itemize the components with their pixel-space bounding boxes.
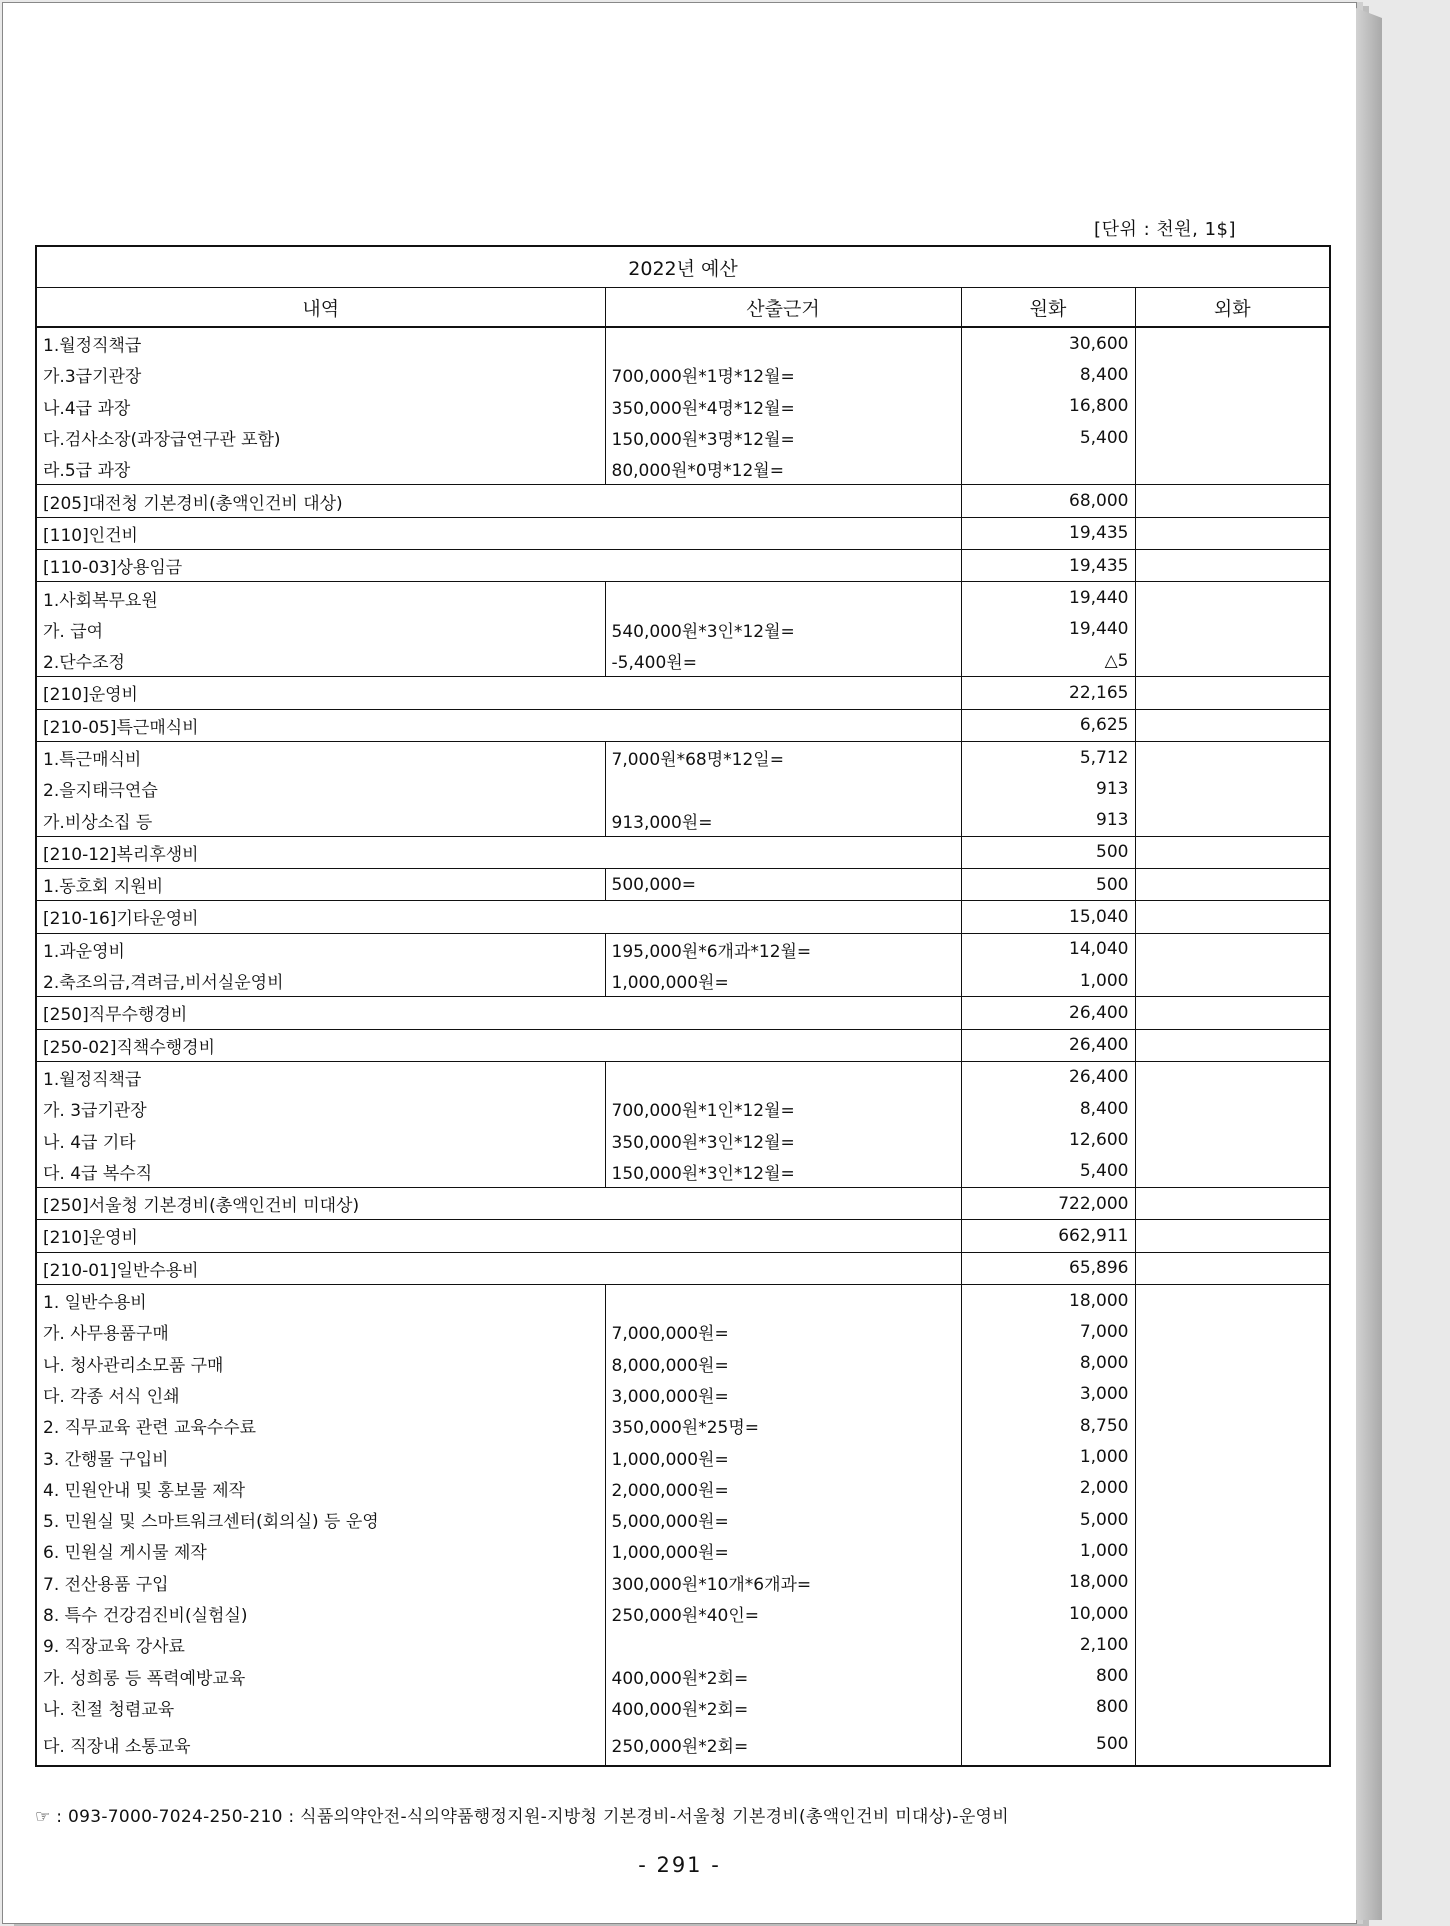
table-row [36, 1410, 1330, 1441]
basis-cell: 7,000,000원= [605, 1316, 961, 1347]
table-row [36, 836, 1330, 868]
basis-cell: 250,000원*40인= [605, 1598, 961, 1629]
foreign-cell [1135, 1188, 1330, 1220]
item-cell: 나.4급 과장 [36, 391, 605, 422]
item-cell: 가. 사무용품구매 [36, 1316, 605, 1347]
table-row [36, 804, 1330, 836]
foreign-cell [1135, 1567, 1330, 1598]
item-cell: 다. 4급 복수직 [36, 1156, 605, 1188]
krw-cell: 5,000 [961, 1504, 1135, 1535]
krw-cell: 14,040 [961, 933, 1135, 965]
krw-cell [961, 453, 1135, 485]
item-cell: 가. 3급기관장 [36, 1093, 605, 1124]
budget-table [35, 245, 1331, 1767]
foreign-cell [1135, 1124, 1330, 1155]
krw-cell: 26,400 [961, 1029, 1135, 1061]
krw-cell: △5 [961, 645, 1135, 677]
krw-cell: 15,040 [961, 901, 1135, 933]
item-cell: 다. 각종 서식 인쇄 [36, 1379, 605, 1410]
krw-cell: 8,400 [961, 1093, 1135, 1124]
basis-cell [605, 1284, 961, 1316]
page-stack-edge [1356, 8, 1382, 1920]
basis-cell: 5,000,000원= [605, 1504, 961, 1535]
table-row [36, 1093, 1330, 1124]
krw-cell: 1,000 [961, 965, 1135, 997]
foreign-cell [1135, 614, 1330, 645]
foreign-cell [1135, 1629, 1330, 1660]
basis-cell: 700,000원*1인*12월= [605, 1093, 961, 1124]
basis-cell: 150,000원*3인*12월= [605, 1156, 961, 1188]
item-cell: 가. 성희롱 등 폭력예방교육 [36, 1660, 605, 1691]
foreign-cell [1135, 485, 1330, 517]
foreign-cell [1135, 1598, 1330, 1629]
foreign-cell [1135, 804, 1330, 836]
table-row [36, 1156, 1330, 1188]
foreign-cell [1135, 709, 1330, 741]
basis-cell: -5,400원= [605, 645, 961, 677]
basis-cell: 3,000,000원= [605, 1379, 961, 1410]
item-cell: 가.3급기관장 [36, 359, 605, 390]
table-row [36, 359, 1330, 390]
basis-cell: 1,000,000원= [605, 1535, 961, 1566]
foreign-cell [1135, 1316, 1330, 1347]
table-row [36, 1220, 1330, 1252]
item-cell: [250]서울청 기본경비(총액인건비 미대상) [36, 1188, 961, 1220]
basis-cell: 8,000,000원= [605, 1348, 961, 1379]
table-row [36, 327, 1330, 359]
foreign-cell [1135, 773, 1330, 804]
table-row [36, 1379, 1330, 1410]
krw-cell: 19,440 [961, 614, 1135, 645]
item-cell: 다. 직장내 소통교육 [36, 1723, 605, 1766]
foreign-cell [1135, 1473, 1330, 1504]
foreign-cell [1135, 677, 1330, 709]
page-number: - 291 - [638, 1853, 721, 1877]
table-row [36, 453, 1330, 485]
foreign-cell [1135, 1252, 1330, 1284]
basis-cell: 300,000원*10개*6개과= [605, 1567, 961, 1598]
foreign-cell [1135, 741, 1330, 773]
table-row [36, 1598, 1330, 1629]
item-cell: [110-03]상용임금 [36, 550, 961, 582]
item-cell: 1.과운영비 [36, 933, 605, 965]
item-cell: 2.단수조정 [36, 645, 605, 677]
krw-cell: 5,400 [961, 1156, 1135, 1188]
foreign-cell [1135, 1093, 1330, 1124]
foreign-cell [1135, 1441, 1330, 1472]
item-cell: 3. 간행물 구입비 [36, 1441, 605, 1472]
krw-cell: 16,800 [961, 391, 1135, 422]
krw-cell: 8,000 [961, 1348, 1135, 1379]
krw-cell: 19,435 [961, 517, 1135, 549]
item-cell: 1.월정직책급 [36, 327, 605, 359]
foreign-cell [1135, 869, 1330, 901]
krw-cell: 30,600 [961, 327, 1135, 359]
foreign-cell [1135, 1723, 1330, 1766]
basis-cell [605, 327, 961, 359]
item-cell: 나. 청사관리소모품 구매 [36, 1348, 605, 1379]
basis-cell: 350,000원*25명= [605, 1410, 961, 1441]
krw-cell: 2,100 [961, 1629, 1135, 1660]
krw-cell: 500 [961, 836, 1135, 868]
foreign-cell [1135, 1284, 1330, 1316]
table-row [36, 1124, 1330, 1155]
budget-table-body [36, 327, 1330, 1766]
krw-cell: 26,400 [961, 1061, 1135, 1093]
krw-cell: 8,750 [961, 1410, 1135, 1441]
table-row [36, 1029, 1330, 1061]
table-row [36, 614, 1330, 645]
krw-cell: 68,000 [961, 485, 1135, 517]
item-cell: 1.사회복무요원 [36, 582, 605, 614]
table-row [36, 1188, 1330, 1220]
table-row [36, 391, 1330, 422]
column-header-basis: 산출근거 [605, 288, 961, 328]
item-cell: 2. 직무교육 관련 교육수수료 [36, 1410, 605, 1441]
item-cell: 6. 민원실 게시물 제작 [36, 1535, 605, 1566]
krw-cell: 800 [961, 1660, 1135, 1691]
krw-cell: 500 [961, 869, 1135, 901]
item-cell: 1.월정직책급 [36, 1061, 605, 1093]
krw-cell: 722,000 [961, 1188, 1135, 1220]
basis-cell: 540,000원*3인*12월= [605, 614, 961, 645]
foreign-cell [1135, 933, 1330, 965]
basis-cell: 700,000원*1명*12월= [605, 359, 961, 390]
foreign-cell [1135, 997, 1330, 1029]
krw-cell: 500 [961, 1723, 1135, 1766]
item-cell: [210-12]복리후생비 [36, 836, 961, 868]
krw-cell: 6,625 [961, 709, 1135, 741]
foreign-cell [1135, 836, 1330, 868]
item-cell: 7. 전산용품 구입 [36, 1567, 605, 1598]
item-cell: [210-01]일반수용비 [36, 1252, 961, 1284]
krw-cell: 5,712 [961, 741, 1135, 773]
table-row [36, 1629, 1330, 1660]
table-row [36, 869, 1330, 901]
foreign-cell [1135, 1410, 1330, 1441]
foreign-cell [1135, 1504, 1330, 1535]
table-row [36, 933, 1330, 965]
basis-cell [605, 1061, 961, 1093]
item-cell: [250]직무수행경비 [36, 997, 961, 1029]
krw-cell: 3,000 [961, 1379, 1135, 1410]
foreign-cell [1135, 901, 1330, 933]
foreign-cell [1135, 1061, 1330, 1093]
krw-cell: 18,000 [961, 1567, 1135, 1598]
footnote: ☞ : 093-7000-7024-250-210 : 식품의약안전-식의약품행정지원-지방청 기본경비-서울청 기본경비(총액인건비 미대상)-운영비 [35, 1807, 1009, 1827]
basis-cell: 350,000원*3인*12월= [605, 1124, 961, 1155]
basis-cell: 2,000,000원= [605, 1473, 961, 1504]
table-row [36, 1284, 1330, 1316]
item-cell: [210]운영비 [36, 677, 961, 709]
item-cell: 나. 친절 청렴교육 [36, 1692, 605, 1723]
basis-cell [605, 773, 961, 804]
table-row [36, 965, 1330, 997]
krw-cell: 26,400 [961, 997, 1135, 1029]
foreign-cell [1135, 645, 1330, 677]
document-page [2, 2, 1357, 1924]
table-row [36, 645, 1330, 677]
krw-cell: 7,000 [961, 1316, 1135, 1347]
item-cell: 2.축조의금,격려금,비서실운영비 [36, 965, 605, 997]
basis-cell: 150,000원*3명*12월= [605, 422, 961, 453]
foreign-cell [1135, 1660, 1330, 1691]
basis-cell: 400,000원*2회= [605, 1660, 961, 1691]
krw-cell: 19,440 [961, 582, 1135, 614]
basis-cell [605, 1629, 961, 1660]
table-row [36, 1660, 1330, 1691]
foreign-cell [1135, 965, 1330, 997]
foreign-cell [1135, 327, 1330, 359]
krw-cell: 800 [961, 1692, 1135, 1723]
krw-cell: 2,000 [961, 1473, 1135, 1504]
basis-cell: 350,000원*4명*12월= [605, 391, 961, 422]
item-cell: 1. 일반수용비 [36, 1284, 605, 1316]
item-cell: [210-16]기타운영비 [36, 901, 961, 933]
table-row [36, 1441, 1330, 1472]
unit-note: [단위 : 천원, 1$] [1094, 219, 1236, 240]
basis-cell: 400,000원*2회= [605, 1692, 961, 1723]
foreign-cell [1135, 1220, 1330, 1252]
foreign-cell [1135, 422, 1330, 453]
foreign-cell [1135, 550, 1330, 582]
table-row [36, 901, 1330, 933]
table-row [36, 1567, 1330, 1598]
table-row [36, 1061, 1330, 1093]
basis-cell: 195,000원*6개과*12월= [605, 933, 961, 965]
krw-cell: 10,000 [961, 1598, 1135, 1629]
item-cell: 8. 특수 건강검진비(실험실) [36, 1598, 605, 1629]
item-cell: 가.비상소집 등 [36, 804, 605, 836]
foreign-cell [1135, 582, 1330, 614]
table-row [36, 1473, 1330, 1504]
foreign-cell [1135, 359, 1330, 390]
item-cell: 2.을지태극연습 [36, 773, 605, 804]
table-row [36, 1535, 1330, 1566]
item-cell: [205]대전청 기본경비(총액인건비 대상) [36, 485, 961, 517]
foreign-cell [1135, 1348, 1330, 1379]
basis-cell: 1,000,000원= [605, 1441, 961, 1472]
foreign-cell [1135, 1692, 1330, 1723]
table-row [36, 1348, 1330, 1379]
foreign-cell [1135, 391, 1330, 422]
item-cell: 5. 민원실 및 스마트워크센터(회의실) 등 운영 [36, 1504, 605, 1535]
basis-cell: 250,000원*2회= [605, 1723, 961, 1766]
item-cell: 나. 4급 기타 [36, 1124, 605, 1155]
krw-cell: 8,400 [961, 359, 1135, 390]
item-cell: [210-05]특근매식비 [36, 709, 961, 741]
foreign-cell [1135, 453, 1330, 485]
basis-cell: 500,000= [605, 869, 961, 901]
krw-cell: 913 [961, 773, 1135, 804]
column-header-item: 내역 [36, 288, 605, 328]
table-row [36, 997, 1330, 1029]
year-header: 2022년 예산 [36, 246, 1330, 288]
item-cell: 4. 민원안내 및 홍보물 제작 [36, 1473, 605, 1504]
table-row [36, 582, 1330, 614]
table-row [36, 1252, 1330, 1284]
krw-cell: 19,435 [961, 550, 1135, 582]
table-row [36, 517, 1330, 549]
krw-cell: 662,911 [961, 1220, 1135, 1252]
item-cell: 다.검사소장(과장급연구관 포함) [36, 422, 605, 453]
item-cell: [210]운영비 [36, 1220, 961, 1252]
foreign-cell [1135, 1029, 1330, 1061]
table-row [36, 1316, 1330, 1347]
krw-cell: 12,600 [961, 1124, 1135, 1155]
item-cell: [110]인건비 [36, 517, 961, 549]
table-row [36, 1723, 1330, 1766]
foreign-cell [1135, 1535, 1330, 1566]
krw-cell: 1,000 [961, 1441, 1135, 1472]
basis-cell: 7,000원*68명*12일= [605, 741, 961, 773]
table-row [36, 485, 1330, 517]
item-cell: [250-02]직책수행경비 [36, 1029, 961, 1061]
basis-cell: 1,000,000원= [605, 965, 961, 997]
basis-cell [605, 582, 961, 614]
basis-cell: 80,000원*0명*12월= [605, 453, 961, 485]
column-header-foreign: 외화 [1135, 288, 1330, 328]
column-header-krw: 원화 [961, 288, 1135, 328]
table-row [36, 422, 1330, 453]
foreign-cell [1135, 1379, 1330, 1410]
basis-cell: 913,000원= [605, 804, 961, 836]
foreign-cell [1135, 517, 1330, 549]
item-cell: 9. 직장교육 강사료 [36, 1629, 605, 1660]
krw-cell: 65,896 [961, 1252, 1135, 1284]
table-row [36, 550, 1330, 582]
table-row [36, 1504, 1330, 1535]
table-row [36, 709, 1330, 741]
foreign-cell [1135, 1156, 1330, 1188]
krw-cell: 22,165 [961, 677, 1135, 709]
krw-cell: 5,400 [961, 422, 1135, 453]
table-row [36, 773, 1330, 804]
table-row [36, 1692, 1330, 1723]
item-cell: 가. 급여 [36, 614, 605, 645]
table-row [36, 741, 1330, 773]
krw-cell: 913 [961, 804, 1135, 836]
krw-cell: 1,000 [961, 1535, 1135, 1566]
krw-cell: 18,000 [961, 1284, 1135, 1316]
item-cell: 라.5급 과장 [36, 453, 605, 485]
table-row [36, 677, 1330, 709]
item-cell: 1.특근매식비 [36, 741, 605, 773]
item-cell: 1.동호회 지원비 [36, 869, 605, 901]
